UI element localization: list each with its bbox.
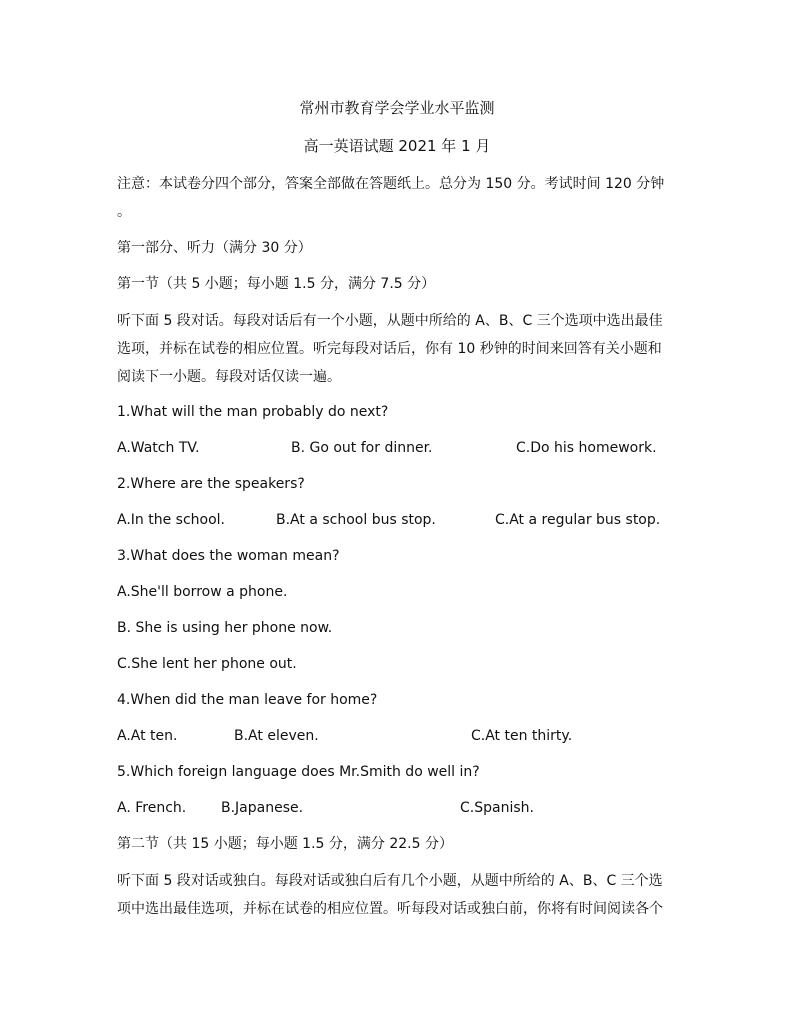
section1-instruction-3: 阅读下一小题。每段对话仅读一遍。 [117,369,341,385]
question-1-stem: 1.What will the man probably do next? [117,404,389,420]
question-1-options [0,438,794,458]
notice-line-1: 注意：本试卷分四个部分，答案全部做在答题纸上。总分为 150 分。考试时间 120 分钟 [117,176,665,192]
question-5-option-c: C.Spanish. [460,800,534,816]
question-5-option-a: A. French. [117,800,187,816]
notice-line-2: 。 [117,204,131,220]
section2-instruction-1: 听下面 5 段对话或独白。每段对话或独白后有几个小题，从题中所给的 A、B、C 三个选 [117,873,663,889]
question-3-option-c: C.She lent her phone out. [117,656,297,672]
question-4-option-a: A.At ten. [117,728,178,744]
question-4-stem: 4.When did the man leave for home? [117,692,378,708]
question-4-options [0,726,794,746]
question-1-option-a: A.Watch TV. [117,440,200,456]
question-3-stem: 3.What does the woman mean? [117,548,340,564]
question-2-stem: 2.Where are the speakers? [117,476,305,492]
question-4-option-c: C.At ten thirty. [471,728,573,744]
question-2-option-c: C.At a regular bus stop. [495,512,661,528]
part1-heading: 第一部分、听力（满分 30 分） [117,240,312,256]
question-3-option-b: B. She is using her phone now. [117,620,333,636]
question-3-option-a: A.She'll borrow a phone. [117,584,288,600]
section1-instruction-2: 选项，并标在试卷的相应位置。听完每段对话后，你有 10 秒钟的时间来回答有关小题和 [117,341,662,357]
exam-title: 常州市教育学会学业水平监测 [299,99,495,117]
question-1-option-b: B. Go out for dinner. [291,440,433,456]
section2-heading: 第二节（共 15 小题；每小题 1.5 分，满分 22.5 分） [117,836,453,852]
question-5-stem: 5.Which foreign language does Mr.Smith do well in? [117,764,480,780]
section1-heading: 第一节（共 5 小题；每小题 1.5 分，满分 7.5 分） [117,276,436,292]
question-1-option-c: C.Do his homework. [516,440,657,456]
question-2-option-a: A.In the school. [117,512,225,528]
section1-instruction-1: 听下面 5 段对话。每段对话后有一个小题，从题中所给的 A、B、C 三个选项中选出最佳 [117,313,663,329]
question-5-option-b: B.Japanese. [221,800,304,816]
question-5-options [0,798,794,818]
section2-instruction-2: 项中选出最佳选项，并标在试卷的相应位置。听每段对话或独白前，你将有时间阅读各个 [117,901,663,917]
question-2-option-b: B.At a school bus stop. [276,512,436,528]
exam-subtitle: 高一英语试题 2021 年 1 月 [303,137,491,155]
question-4-option-b: B.At eleven. [234,728,319,744]
question-2-options [0,510,794,530]
